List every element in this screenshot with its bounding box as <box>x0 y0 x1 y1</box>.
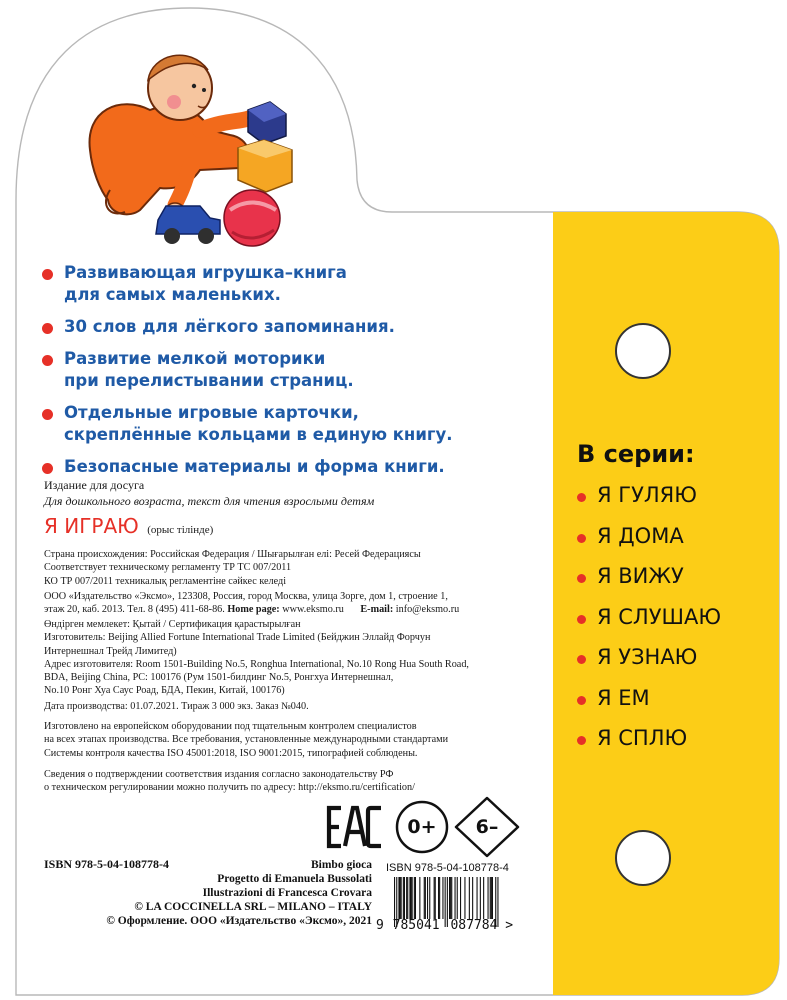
bullet-dot-icon <box>577 534 586 543</box>
feature-line: Безопасные материалы и форма книги. <box>64 457 445 476</box>
feature-item <box>40 456 540 478</box>
imprint-certification <box>44 768 544 795</box>
series-item-label: Я ДОМА <box>597 523 684 548</box>
feature-list <box>40 262 540 488</box>
age-rating-6-text: 6– <box>475 816 499 838</box>
bullet-dot-icon <box>577 493 586 502</box>
credit-line: © Оформление. ООО «Издательство «Эксмо», 2021 <box>106 915 372 927</box>
feature-line: Развитие мелкой моторики <box>64 349 326 368</box>
barcode-bar <box>411 877 412 919</box>
imprint-line: Өндірген мемлекет: Қытай / Сертификация қарастырылған <box>44 619 301 630</box>
credits-block <box>70 858 372 928</box>
series-item <box>577 563 777 604</box>
credit-line: © LA COCCINELLA SRL – MILANO – ITALY <box>134 901 372 913</box>
imprint-line: Страна происхождения: Российская Федерация / Шығарылған елі: Ресей Федерациясы <box>44 549 421 560</box>
age-rating-0-text: 0+ <box>407 816 437 838</box>
imprint-line: Интернешнал Трейд Лимитед) <box>44 645 177 657</box>
barcode-bar <box>415 877 416 919</box>
bullet-dot-icon <box>42 269 53 280</box>
barcode-bar <box>450 877 451 919</box>
feature-line: Отдельные игровые карточки, <box>64 403 359 422</box>
feature-item <box>40 262 540 306</box>
barcode-group-1: 785041 <box>392 918 440 933</box>
barcode-bar <box>409 877 410 919</box>
series-item <box>577 604 777 645</box>
barcode-bar <box>400 877 401 919</box>
barcode-bar <box>477 877 478 919</box>
imprint-line: Соответствует техническому регламенту ТР ТС 007/2011 <box>44 562 292 574</box>
series-item-label: Я ЕМ <box>597 685 650 710</box>
baby-illustration <box>80 40 340 250</box>
bullet-dot-icon <box>577 655 586 664</box>
barcode-bar <box>439 877 440 919</box>
barcode-group-2: 087784 <box>450 918 498 933</box>
barcode-bar <box>438 877 439 919</box>
feature-line: при перелистывании страниц. <box>64 371 354 390</box>
bullet-dot-icon <box>42 463 53 474</box>
barcode-bar <box>442 877 443 919</box>
feature-item <box>40 316 540 338</box>
binder-hole-top <box>616 324 670 378</box>
barcode-digits <box>376 918 522 933</box>
barcode-bar <box>483 877 484 919</box>
barcode-bar <box>490 877 491 919</box>
barcode-bar <box>469 877 470 919</box>
bullet-dot-icon <box>42 409 53 420</box>
barcode-bar <box>419 877 420 919</box>
series-item <box>577 725 777 766</box>
barcode-bar <box>491 877 492 919</box>
series-item-label: Я УЗНАЮ <box>597 645 698 669</box>
feature-line: скреплённые кольцами в единую книгу. <box>64 425 453 444</box>
barcode-bar <box>457 877 458 919</box>
feature-line: Развивающая игрушка–книга <box>64 263 347 282</box>
imprint-line: о техническом регулировании можно получить по адресу: http://eksmo.ru/certification/ <box>44 782 415 794</box>
barcode-bar <box>427 877 428 919</box>
series-item-label: Я СПЛЮ <box>597 726 688 750</box>
credit-line: Progetto di Emanuela Bussolati <box>217 873 372 885</box>
email-link[interactable]: info@eksmo.ru <box>395 604 460 616</box>
barcode-bar <box>414 877 415 919</box>
feature-item <box>40 348 540 392</box>
barcode-bar <box>434 877 435 919</box>
age-rating-0-badge <box>395 800 449 854</box>
imprint-print-data: Дата производства: 01.07.2021. Тираж 3 000 экз. Заказ №040. <box>44 701 309 712</box>
bullet-dot-icon <box>577 574 586 583</box>
barcode-bar <box>403 877 404 919</box>
barcode-first-digit: 9 <box>376 918 384 933</box>
bullet-dot-icon <box>577 615 586 624</box>
barcode-bar <box>435 877 436 919</box>
barcode-arrow: > <box>505 918 514 933</box>
feature-item <box>40 402 540 446</box>
barcode-bar <box>449 877 450 919</box>
barcode-bar <box>451 877 452 919</box>
series-item <box>577 685 777 726</box>
binder-hole-bottom <box>616 831 670 885</box>
barcode-bar <box>488 877 489 919</box>
feature-line: для самых маленьких. <box>64 285 281 304</box>
barcode-bar <box>460 877 461 919</box>
imprint-manufacturer <box>44 618 544 698</box>
series-panel <box>577 440 777 766</box>
barcode-bar <box>492 877 493 919</box>
series-item <box>577 482 777 523</box>
series-item-label: Я ГУЛЯЮ <box>597 483 697 507</box>
bullet-dot-icon <box>577 696 586 705</box>
bullet-dot-icon <box>42 323 53 334</box>
bullet-dot-icon <box>42 355 53 366</box>
credit-line: Illustrazioni di Francesca Crovara <box>202 887 372 899</box>
barcode-bar <box>455 877 456 919</box>
imprint-line: Адрес изготовителя: Room 1501-Building No.5, Ronghua International, No.10 Rong Hua South Road, <box>44 658 469 670</box>
barcode-bar <box>480 877 481 919</box>
imprint-line: Сведения о подтверждении соответствия издания согласно законодательству РФ <box>44 769 394 780</box>
barcode-bar <box>464 877 465 919</box>
imprint-line: Изготовлено на европейском оборудовании под тщательным контролем специалистов <box>44 721 417 732</box>
imprint-line: Системы контроля качества ISO 45001:2018, ISO 9001:2015, типографией соблюдены. <box>44 747 418 759</box>
imprint-line: ООО «Издательство «Эксмо», 123308, Россия, город Москва, улица Зорге, дом 1, строение 1, <box>44 591 448 602</box>
series-item-label: Я СЛУШАЮ <box>597 604 722 629</box>
barcode-bar <box>398 877 399 919</box>
edition-audience: Для дошкольного возраста, текст для чтения взрослыми детям <box>44 494 375 508</box>
imprint-line <box>44 603 544 616</box>
language-note: (орыс тілінде) <box>147 524 214 536</box>
series-title: В серии: <box>577 440 695 468</box>
imprint-origin <box>44 548 544 588</box>
email-label: E-mail: <box>360 604 394 616</box>
imprint-quality <box>44 720 544 760</box>
imprint-line: Изготовитель: Beijing Allied Fortune International Trade Limited (Бейджин Эллайд Форчун <box>44 632 431 644</box>
barcode-bar <box>424 877 425 919</box>
feature-line: 30 слов для лёгкого запоминания. <box>64 317 395 336</box>
home-page-link[interactable]: www.eksmo.ru <box>282 604 344 616</box>
eac-logo-icon <box>325 804 385 850</box>
book-title: Я ИГРАЮ <box>44 514 139 538</box>
imprint-line: на всех этапах производства. Все требования, установленные международными стандартами <box>44 734 449 746</box>
imprint-line: BDA, Beijing China, PC: 100176 (Рум 1501-билдинг No.5, Ронгхуа Интернешнал, <box>44 672 394 684</box>
barcode-bar <box>472 877 473 919</box>
series-item-label: Я ВИЖУ <box>597 564 684 588</box>
barcode-bar <box>429 877 430 919</box>
imprint-line: No.10 Ронг Хуа Саус Роад, БДА, Пекин, Китай, 100176) <box>44 685 285 697</box>
edition-type: Издание для досуга <box>44 478 145 492</box>
eac-mark <box>325 804 385 850</box>
imprint-line: КО ТР 007/2011 техникалық регламентіне сәйкес келеді <box>44 575 287 587</box>
barcode-bar <box>404 877 405 919</box>
publisher-address: этаж 20, каб. 2013. Тел. 8 (495) 411-68-86. <box>44 604 225 616</box>
series-item <box>577 523 777 564</box>
age-rating-6-badge <box>454 796 520 858</box>
barcode-bar <box>412 877 413 919</box>
bullet-dot-icon <box>577 736 586 745</box>
barcode-bar <box>407 877 408 919</box>
home-page-label: Home page: <box>227 604 280 616</box>
credit-line: Bimbo gioca <box>310 859 372 871</box>
barcode-isbn-label: ISBN 978-5-04-108778-4 <box>386 862 509 874</box>
barcode-bar <box>401 877 402 919</box>
series-item <box>577 644 777 685</box>
imprint-publisher <box>44 590 544 617</box>
barcode-bar <box>425 877 426 919</box>
isbn-left: ISBN 978-5-04-108778-4 <box>44 857 169 871</box>
edition-title-row <box>44 514 213 538</box>
barcode-bar <box>406 877 407 919</box>
